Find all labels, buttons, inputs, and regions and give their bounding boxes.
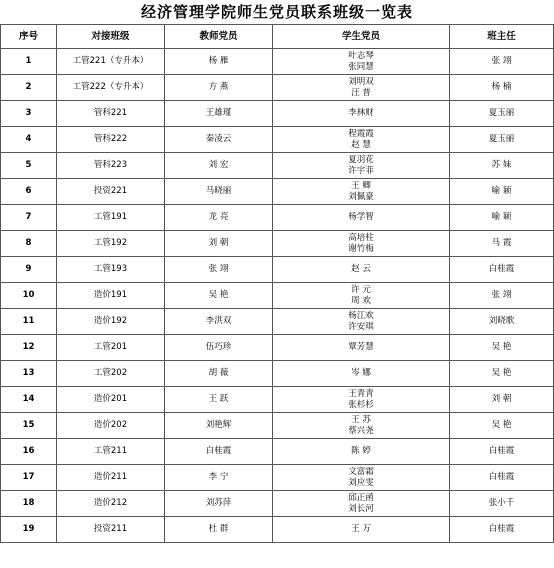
row-number-cell[interactable]: 6 xyxy=(1,179,57,205)
row-number-cell[interactable]: 4 xyxy=(1,127,57,153)
student-name: 王 万 xyxy=(351,524,371,534)
teacher-cell[interactable]: 杜 群 xyxy=(165,517,273,543)
table-row xyxy=(1,283,554,309)
teacher-cell[interactable]: 伍巧珍 xyxy=(165,335,273,361)
student-name: 邱正函 xyxy=(348,492,374,503)
row-number-cell[interactable]: 18 xyxy=(1,491,57,517)
student-name: 赵 云 xyxy=(351,264,371,274)
student-cell[interactable] xyxy=(273,439,450,465)
table-row xyxy=(1,309,554,335)
class-cell[interactable]: 工管192 xyxy=(57,231,165,257)
header-row xyxy=(1,25,554,49)
advisor-cell[interactable]: 苏 妹 xyxy=(450,153,554,179)
header-cell[interactable]: 班主任 xyxy=(450,25,554,49)
row-number-cell[interactable]: 16 xyxy=(1,439,57,465)
student-name: 夏羽花 xyxy=(348,154,374,165)
student-name: 许宇菲 xyxy=(348,165,374,176)
table-row xyxy=(1,205,554,231)
class-cell[interactable]: 管科221 xyxy=(57,101,165,127)
class-cell[interactable]: 工管191 xyxy=(57,205,165,231)
student-cell[interactable] xyxy=(273,517,450,543)
student-name: 谢竹梅 xyxy=(348,243,374,254)
student-name: 张杉杉 xyxy=(348,399,374,410)
class-cell[interactable]: 造价201 xyxy=(57,387,165,413)
advisor-cell[interactable]: 张 翊 xyxy=(450,283,554,309)
teacher-cell[interactable]: 王 跃 xyxy=(165,387,273,413)
class-cell[interactable]: 投资211 xyxy=(57,517,165,543)
table-row xyxy=(1,335,554,361)
student-cell[interactable] xyxy=(273,231,450,257)
row-number-cell[interactable]: 14 xyxy=(1,387,57,413)
header-cell[interactable]: 序号 xyxy=(1,25,57,49)
student-name: 李林财 xyxy=(348,108,374,118)
advisor-cell[interactable]: 刘 朝 xyxy=(450,387,554,413)
student-cell[interactable] xyxy=(273,335,450,361)
student-name: 汪 普 xyxy=(351,87,371,98)
row-number-cell[interactable]: 12 xyxy=(1,335,57,361)
teacher-cell[interactable]: 龙 亮 xyxy=(165,205,273,231)
teacher-cell[interactable]: 秦凌云 xyxy=(165,127,273,153)
table-row xyxy=(1,75,554,101)
row-number-cell[interactable]: 7 xyxy=(1,205,57,231)
student-name: 刘明双 xyxy=(348,76,374,87)
teacher-cell[interactable]: 吴 艳 xyxy=(165,283,273,309)
table-row xyxy=(1,49,554,75)
advisor-cell[interactable]: 白桂霞 xyxy=(450,439,554,465)
class-cell[interactable]: 投资221 xyxy=(57,179,165,205)
table-row xyxy=(1,491,554,517)
teacher-cell[interactable]: 杨 雁 xyxy=(165,49,273,75)
teacher-cell[interactable]: 方 燕 xyxy=(165,75,273,101)
advisor-cell[interactable]: 吴 艳 xyxy=(450,413,554,439)
teacher-cell[interactable]: 刘苏萍 xyxy=(165,491,273,517)
student-cell[interactable] xyxy=(273,205,450,231)
advisor-cell[interactable]: 喻 颖 xyxy=(450,205,554,231)
class-cell[interactable]: 工管193 xyxy=(57,257,165,283)
teacher-cell[interactable]: 王雄瑾 xyxy=(165,101,273,127)
student-cell[interactable] xyxy=(273,491,450,517)
student-cell[interactable] xyxy=(273,75,450,101)
advisor-cell[interactable]: 夏玉丽 xyxy=(450,127,554,153)
advisor-cell[interactable]: 杨 楠 xyxy=(450,75,554,101)
student-name: 许安琪 xyxy=(348,321,374,332)
student-name: 许 元 xyxy=(351,284,371,295)
table-row xyxy=(1,179,554,205)
student-name: 刘长河 xyxy=(348,503,374,514)
student-name: 王 苏 xyxy=(351,414,371,425)
class-cell[interactable]: 造价212 xyxy=(57,491,165,517)
teacher-cell[interactable]: 刘艳辉 xyxy=(165,413,273,439)
student-name: 叶志琴 xyxy=(348,50,374,61)
table-row xyxy=(1,361,554,387)
class-cell[interactable]: 造价202 xyxy=(57,413,165,439)
teacher-cell[interactable]: 李洪双 xyxy=(165,309,273,335)
student-cell[interactable] xyxy=(273,283,450,309)
student-name: 周 欢 xyxy=(351,295,371,306)
advisor-cell[interactable]: 白桂霞 xyxy=(450,517,554,543)
class-cell[interactable]: 造价191 xyxy=(57,283,165,309)
class-cell[interactable]: 管科223 xyxy=(57,153,165,179)
row-number-cell[interactable]: 9 xyxy=(1,257,57,283)
teacher-cell[interactable]: 张 翊 xyxy=(165,257,273,283)
student-cell[interactable] xyxy=(273,413,450,439)
advisor-cell[interactable]: 张 翊 xyxy=(450,49,554,75)
teacher-cell[interactable]: 胡 薇 xyxy=(165,361,273,387)
row-number-cell[interactable]: 10 xyxy=(1,283,57,309)
advisor-cell[interactable]: 张小千 xyxy=(450,491,554,517)
advisor-cell[interactable]: 白桂霞 xyxy=(450,257,554,283)
teacher-cell[interactable]: 白桂霞 xyxy=(165,439,273,465)
student-name: 刘佩豪 xyxy=(348,191,374,202)
page-title: 经济管理学院师生党员联系班级一览表 xyxy=(140,3,413,21)
student-name: 程霞霞 xyxy=(348,128,374,139)
class-cell[interactable]: 工管222（专升本） xyxy=(57,75,165,101)
student-name: 赵 慧 xyxy=(351,139,371,150)
row-number-cell[interactable]: 3 xyxy=(1,101,57,127)
advisor-cell[interactable]: 夏玉丽 xyxy=(450,101,554,127)
class-cell[interactable]: 造价211 xyxy=(57,465,165,491)
student-cell[interactable] xyxy=(273,309,450,335)
table-row xyxy=(1,517,554,543)
row-number-cell[interactable]: 2 xyxy=(1,75,57,101)
student-name: 杨学智 xyxy=(348,212,374,222)
table-row xyxy=(1,465,554,491)
class-cell[interactable]: 造价192 xyxy=(57,309,165,335)
student-cell[interactable] xyxy=(273,49,450,75)
header-cell[interactable]: 对接班级 xyxy=(57,25,165,49)
row-number-cell[interactable]: 1 xyxy=(1,49,57,75)
student-name: 文富霜 xyxy=(348,466,374,477)
row-number-cell[interactable]: 15 xyxy=(1,413,57,439)
student-cell[interactable] xyxy=(273,153,450,179)
teacher-cell[interactable]: 李 宁 xyxy=(165,465,273,491)
student-cell[interactable] xyxy=(273,465,450,491)
student-name: 张同慧 xyxy=(348,61,374,72)
table-row xyxy=(1,439,554,465)
student-name: 覃芳慧 xyxy=(348,342,374,352)
advisor-cell[interactable]: 白桂霞 xyxy=(450,465,554,491)
table-row xyxy=(1,101,554,127)
class-cell[interactable]: 工管211 xyxy=(57,439,165,465)
student-name: 岑 娜 xyxy=(351,368,371,378)
advisor-cell[interactable]: 刘晓歌 xyxy=(450,309,554,335)
table-row xyxy=(1,387,554,413)
header-cell[interactable]: 教师党员 xyxy=(165,25,273,49)
student-name: 杨江欢 xyxy=(348,310,374,321)
row-number-cell[interactable]: 17 xyxy=(1,465,57,491)
table-row xyxy=(1,413,554,439)
student-name: 王青青 xyxy=(348,388,374,399)
advisor-cell[interactable]: 马 霞 xyxy=(450,231,554,257)
row-number-cell[interactable]: 11 xyxy=(1,309,57,335)
table-row xyxy=(1,257,554,283)
class-cell[interactable]: 工管221（专升本） xyxy=(57,49,165,75)
header-cell[interactable]: 学生党员 xyxy=(273,25,450,49)
teacher-cell[interactable]: 刘 朝 xyxy=(165,231,273,257)
student-name: 陈 婷 xyxy=(351,446,371,456)
row-number-cell[interactable]: 19 xyxy=(1,517,57,543)
advisor-cell[interactable]: 吴 艳 xyxy=(450,335,554,361)
student-cell[interactable] xyxy=(273,127,450,153)
student-cell[interactable] xyxy=(273,257,450,283)
table-row xyxy=(1,231,554,257)
class-cell[interactable]: 工管202 xyxy=(57,361,165,387)
class-cell[interactable]: 工管201 xyxy=(57,335,165,361)
advisor-cell[interactable]: 吴 艳 xyxy=(450,361,554,387)
student-name: 高培柱 xyxy=(348,232,374,243)
class-cell[interactable]: 管科222 xyxy=(57,127,165,153)
row-number-cell[interactable]: 8 xyxy=(1,231,57,257)
row-number-cell[interactable]: 5 xyxy=(1,153,57,179)
teacher-cell[interactable]: 马晓丽 xyxy=(165,179,273,205)
student-cell[interactable] xyxy=(273,361,450,387)
student-cell[interactable] xyxy=(273,387,450,413)
row-number-cell[interactable]: 13 xyxy=(1,361,57,387)
table-row xyxy=(1,127,554,153)
student-cell[interactable] xyxy=(273,179,450,205)
student-name: 刘应雯 xyxy=(348,477,374,488)
advisor-cell[interactable]: 喻 颖 xyxy=(450,179,554,205)
teacher-cell[interactable]: 刘 宏 xyxy=(165,153,273,179)
party-member-table xyxy=(0,24,554,543)
table-row xyxy=(1,153,554,179)
student-name: 蔡兴尧 xyxy=(348,425,374,436)
student-cell[interactable] xyxy=(273,101,450,127)
student-name: 王 卿 xyxy=(351,180,371,191)
